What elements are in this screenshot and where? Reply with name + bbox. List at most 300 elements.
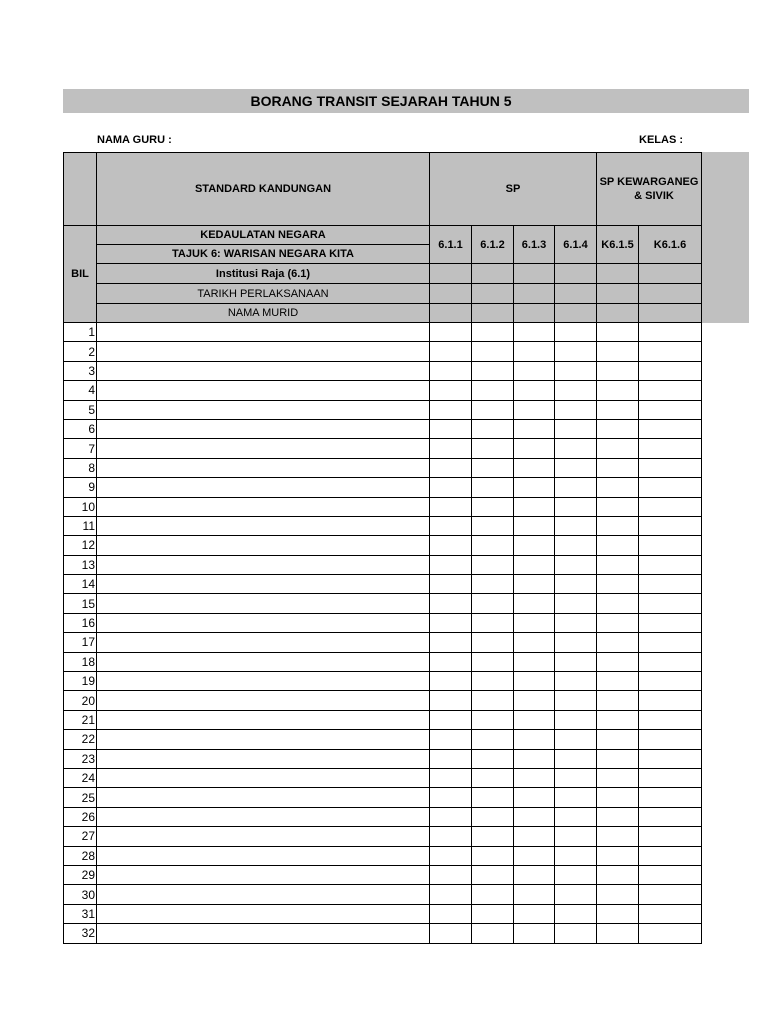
mark-cell[interactable]	[514, 575, 555, 594]
mark-cell[interactable]	[430, 633, 472, 652]
mark-cell[interactable]	[639, 323, 702, 342]
mark-cell[interactable]	[597, 807, 639, 826]
mark-cell[interactable]	[639, 516, 702, 535]
mark-cell[interactable]	[555, 924, 597, 943]
mark-cell[interactable]	[639, 613, 702, 632]
mark-cell[interactable]	[639, 419, 702, 438]
mark-cell[interactable]	[472, 924, 514, 943]
mark-cell[interactable]	[430, 865, 472, 884]
sp-code-612: 6.1.2	[472, 226, 514, 264]
row-number: 18	[64, 652, 97, 671]
mark-cell[interactable]	[597, 652, 639, 671]
mark-cell[interactable]	[555, 478, 597, 497]
mark-cell[interactable]	[639, 652, 702, 671]
mark-cell[interactable]	[597, 788, 639, 807]
student-name-cell[interactable]	[97, 613, 430, 632]
mark-cell[interactable]	[472, 652, 514, 671]
header-cell	[597, 264, 639, 284]
student-name-cell[interactable]	[97, 807, 430, 826]
sp-kewarganegaraan-line1: SP KEWARGANEG	[599, 176, 699, 188]
row-number: 2	[64, 342, 97, 361]
mark-cell[interactable]	[472, 594, 514, 613]
mark-cell[interactable]	[514, 323, 555, 342]
header-grey-extension	[700, 152, 749, 323]
mark-cell[interactable]	[639, 768, 702, 787]
table-row	[64, 691, 702, 710]
mark-cell[interactable]	[555, 342, 597, 361]
table-row	[64, 478, 702, 497]
tarikh-cell[interactable]	[514, 284, 555, 304]
mark-cell[interactable]	[555, 613, 597, 632]
row-number: 9	[64, 478, 97, 497]
mark-cell[interactable]	[472, 419, 514, 438]
mark-cell[interactable]	[430, 846, 472, 865]
mark-cell[interactable]	[514, 710, 555, 729]
mark-cell[interactable]	[639, 458, 702, 477]
sp-code-614: 6.1.4	[555, 226, 597, 264]
mark-cell[interactable]	[597, 846, 639, 865]
mark-cell[interactable]	[555, 323, 597, 342]
table-row	[64, 768, 702, 787]
mark-cell[interactable]	[514, 555, 555, 574]
mark-cell[interactable]	[597, 361, 639, 380]
row-number: 26	[64, 807, 97, 826]
mark-cell[interactable]	[555, 516, 597, 535]
mark-cell[interactable]	[430, 768, 472, 787]
mark-cell[interactable]	[472, 710, 514, 729]
table-row	[64, 672, 702, 691]
mark-cell[interactable]	[639, 924, 702, 943]
mark-cell[interactable]	[514, 885, 555, 904]
mark-cell[interactable]	[597, 865, 639, 884]
row-number: 11	[64, 516, 97, 535]
mark-cell[interactable]	[430, 419, 472, 438]
table-row	[64, 827, 702, 846]
student-name-cell[interactable]	[97, 575, 430, 594]
table-row	[64, 497, 702, 516]
mark-cell[interactable]	[430, 613, 472, 632]
tajuk-header: TAJUK 6: WARISAN NEGARA KITA	[97, 245, 430, 264]
row-number: 25	[64, 788, 97, 807]
mark-cell[interactable]	[597, 342, 639, 361]
tarikh-cell[interactable]	[639, 284, 702, 304]
mark-cell[interactable]	[597, 749, 639, 768]
student-name-cell[interactable]	[97, 361, 430, 380]
student-name-cell[interactable]	[97, 768, 430, 787]
sp-code-k615: K6.1.5	[597, 226, 639, 264]
mark-cell[interactable]	[597, 419, 639, 438]
mark-cell[interactable]	[472, 400, 514, 419]
mark-cell[interactable]	[472, 381, 514, 400]
mark-cell[interactable]	[639, 807, 702, 826]
table-row	[64, 536, 702, 555]
mark-cell[interactable]	[555, 788, 597, 807]
mark-cell[interactable]	[555, 904, 597, 923]
mark-cell[interactable]	[472, 749, 514, 768]
mark-cell[interactable]	[597, 439, 639, 458]
mark-cell[interactable]	[639, 885, 702, 904]
mark-cell[interactable]	[514, 730, 555, 749]
transit-form-table	[63, 152, 702, 944]
header-cell	[639, 304, 702, 323]
table-row	[64, 342, 702, 361]
mark-cell[interactable]	[555, 885, 597, 904]
mark-cell[interactable]	[639, 672, 702, 691]
mark-cell[interactable]	[555, 691, 597, 710]
table-row	[64, 710, 702, 729]
mark-cell[interactable]	[555, 846, 597, 865]
mark-cell[interactable]	[597, 400, 639, 419]
mark-cell[interactable]	[597, 768, 639, 787]
mark-cell[interactable]	[472, 575, 514, 594]
sp-header: SP	[430, 153, 597, 226]
student-name-cell[interactable]	[97, 536, 430, 555]
mark-cell[interactable]	[514, 400, 555, 419]
table-row	[64, 516, 702, 535]
mark-cell[interactable]	[514, 768, 555, 787]
row-number: 28	[64, 846, 97, 865]
row-number: 30	[64, 885, 97, 904]
tarikh-cell[interactable]	[430, 284, 472, 304]
mark-cell[interactable]	[472, 555, 514, 574]
mark-cell[interactable]	[639, 361, 702, 380]
tarikh-cell[interactable]	[597, 284, 639, 304]
mark-cell[interactable]	[472, 788, 514, 807]
student-name-cell[interactable]	[97, 865, 430, 884]
row-number: 14	[64, 575, 97, 594]
mark-cell[interactable]	[639, 730, 702, 749]
mark-cell[interactable]	[555, 555, 597, 574]
mark-cell[interactable]	[430, 497, 472, 516]
table-row	[64, 904, 702, 923]
mark-cell[interactable]	[597, 691, 639, 710]
student-name-cell[interactable]	[97, 846, 430, 865]
kelas-label: KELAS :	[639, 134, 683, 146]
mark-cell[interactable]	[597, 516, 639, 535]
mark-cell[interactable]	[597, 710, 639, 729]
student-name-cell[interactable]	[97, 691, 430, 710]
mark-cell[interactable]	[472, 497, 514, 516]
mark-cell[interactable]	[514, 672, 555, 691]
mark-cell[interactable]	[514, 865, 555, 884]
mark-cell[interactable]	[430, 400, 472, 419]
mark-cell[interactable]	[555, 652, 597, 671]
mark-cell[interactable]	[639, 555, 702, 574]
mark-cell[interactable]	[555, 575, 597, 594]
mark-cell[interactable]	[639, 691, 702, 710]
mark-cell[interactable]	[514, 904, 555, 923]
mark-cell[interactable]	[514, 633, 555, 652]
mark-cell[interactable]	[430, 381, 472, 400]
header-cell	[597, 304, 639, 323]
mark-cell[interactable]	[555, 458, 597, 477]
mark-cell[interactable]	[597, 672, 639, 691]
mark-cell[interactable]	[430, 730, 472, 749]
mark-cell[interactable]	[472, 691, 514, 710]
mark-cell[interactable]	[639, 846, 702, 865]
mark-cell[interactable]	[430, 749, 472, 768]
mark-cell[interactable]	[639, 865, 702, 884]
mark-cell[interactable]	[597, 633, 639, 652]
mark-cell[interactable]	[472, 633, 514, 652]
student-name-cell[interactable]	[97, 652, 430, 671]
student-name-cell[interactable]	[97, 478, 430, 497]
student-name-cell[interactable]	[97, 400, 430, 419]
mark-cell[interactable]	[472, 439, 514, 458]
student-name-cell[interactable]	[97, 730, 430, 749]
kedaulatan-header: KEDAULATAN NEGARA	[97, 226, 430, 245]
mark-cell[interactable]	[555, 768, 597, 787]
mark-cell[interactable]	[472, 536, 514, 555]
student-name-cell[interactable]	[97, 555, 430, 574]
mark-cell[interactable]	[430, 594, 472, 613]
mark-cell[interactable]	[639, 710, 702, 729]
student-name-cell[interactable]	[97, 342, 430, 361]
row-number: 5	[64, 400, 97, 419]
tarikh-cell[interactable]	[472, 284, 514, 304]
mark-cell[interactable]	[639, 788, 702, 807]
mark-cell[interactable]	[639, 342, 702, 361]
student-name-cell[interactable]	[97, 672, 430, 691]
student-name-cell[interactable]	[97, 904, 430, 923]
mark-cell[interactable]	[430, 439, 472, 458]
mark-cell[interactable]	[472, 342, 514, 361]
mark-cell[interactable]	[555, 749, 597, 768]
mark-cell[interactable]	[555, 827, 597, 846]
student-name-cell[interactable]	[97, 419, 430, 438]
mark-cell[interactable]	[514, 516, 555, 535]
mark-cell[interactable]	[555, 439, 597, 458]
mark-cell[interactable]	[430, 342, 472, 361]
student-name-cell[interactable]	[97, 633, 430, 652]
mark-cell[interactable]	[514, 594, 555, 613]
student-name-cell[interactable]	[97, 439, 430, 458]
mark-cell[interactable]	[472, 827, 514, 846]
mark-cell[interactable]	[472, 846, 514, 865]
table-row	[64, 846, 702, 865]
mark-cell[interactable]	[514, 652, 555, 671]
row-number: 27	[64, 827, 97, 846]
mark-cell[interactable]	[430, 807, 472, 826]
mark-cell[interactable]	[639, 594, 702, 613]
mark-cell[interactable]	[472, 478, 514, 497]
row-number: 13	[64, 555, 97, 574]
header-cell	[514, 304, 555, 323]
row-number: 3	[64, 361, 97, 380]
mark-cell[interactable]	[639, 904, 702, 923]
mark-cell[interactable]	[472, 730, 514, 749]
mark-cell[interactable]	[555, 865, 597, 884]
mark-cell[interactable]	[597, 904, 639, 923]
mark-cell[interactable]	[555, 419, 597, 438]
header-cell	[430, 304, 472, 323]
mark-cell[interactable]	[472, 904, 514, 923]
mark-cell[interactable]	[430, 536, 472, 555]
mark-cell[interactable]	[639, 749, 702, 768]
mark-cell[interactable]	[430, 323, 472, 342]
mark-cell[interactable]	[472, 807, 514, 826]
student-name-cell[interactable]	[97, 458, 430, 477]
mark-cell[interactable]	[597, 885, 639, 904]
mark-cell[interactable]	[514, 439, 555, 458]
mark-cell[interactable]	[597, 497, 639, 516]
mark-cell[interactable]	[514, 788, 555, 807]
mark-cell[interactable]	[555, 807, 597, 826]
mark-cell[interactable]	[514, 381, 555, 400]
mark-cell[interactable]	[555, 633, 597, 652]
mark-cell[interactable]	[597, 730, 639, 749]
student-name-cell[interactable]	[97, 497, 430, 516]
row-number: 23	[64, 749, 97, 768]
row-number: 24	[64, 768, 97, 787]
row-number: 7	[64, 439, 97, 458]
row-number: 29	[64, 865, 97, 884]
mark-cell[interactable]	[597, 827, 639, 846]
mark-cell[interactable]	[597, 478, 639, 497]
mark-cell[interactable]	[514, 458, 555, 477]
mark-cell[interactable]	[430, 885, 472, 904]
student-name-cell[interactable]	[97, 788, 430, 807]
mark-cell[interactable]	[639, 575, 702, 594]
mark-cell[interactable]	[597, 594, 639, 613]
mark-cell[interactable]	[430, 904, 472, 923]
mark-cell[interactable]	[514, 342, 555, 361]
nama-murid-header: NAMA MURID	[97, 304, 430, 323]
mark-cell[interactable]	[430, 361, 472, 380]
student-name-cell[interactable]	[97, 381, 430, 400]
student-name-cell[interactable]	[97, 323, 430, 342]
mark-cell[interactable]	[555, 536, 597, 555]
mark-cell[interactable]	[597, 924, 639, 943]
row-number: 31	[64, 904, 97, 923]
mark-cell[interactable]	[639, 497, 702, 516]
mark-cell[interactable]	[430, 924, 472, 943]
row-number: 8	[64, 458, 97, 477]
mark-cell[interactable]	[597, 555, 639, 574]
tarikh-cell[interactable]	[555, 284, 597, 304]
mark-cell[interactable]	[514, 497, 555, 516]
standard-kandungan-header: STANDARD KANDUNGAN	[97, 153, 430, 226]
mark-cell[interactable]	[514, 924, 555, 943]
mark-cell[interactable]	[430, 691, 472, 710]
mark-cell[interactable]	[430, 516, 472, 535]
table-row	[64, 575, 702, 594]
mark-cell[interactable]	[472, 672, 514, 691]
mark-cell[interactable]	[597, 536, 639, 555]
mark-cell[interactable]	[430, 555, 472, 574]
mark-cell[interactable]	[430, 575, 472, 594]
student-name-cell[interactable]	[97, 924, 430, 943]
mark-cell[interactable]	[472, 865, 514, 884]
mark-cell[interactable]	[514, 613, 555, 632]
form-title: BORANG TRANSIT SEJARAH TAHUN 5	[250, 93, 512, 109]
mark-cell[interactable]	[514, 846, 555, 865]
mark-cell[interactable]	[514, 361, 555, 380]
mark-cell[interactable]	[430, 788, 472, 807]
student-name-cell[interactable]	[97, 827, 430, 846]
mark-cell[interactable]	[639, 536, 702, 555]
mark-cell[interactable]	[555, 594, 597, 613]
table-row	[64, 924, 702, 943]
student-name-cell[interactable]	[97, 749, 430, 768]
row-number: 4	[64, 381, 97, 400]
mark-cell[interactable]	[514, 691, 555, 710]
mark-cell[interactable]	[430, 710, 472, 729]
student-name-cell[interactable]	[97, 516, 430, 535]
mark-cell[interactable]	[472, 885, 514, 904]
mark-cell[interactable]	[597, 575, 639, 594]
mark-cell[interactable]	[555, 710, 597, 729]
table-row	[64, 439, 702, 458]
mark-cell[interactable]	[597, 381, 639, 400]
mark-cell[interactable]	[639, 381, 702, 400]
row-number: 32	[64, 924, 97, 943]
mark-cell[interactable]	[555, 400, 597, 419]
mark-cell[interactable]	[639, 478, 702, 497]
mark-cell[interactable]	[514, 419, 555, 438]
mark-cell[interactable]	[639, 439, 702, 458]
mark-cell[interactable]	[514, 807, 555, 826]
mark-cell[interactable]	[597, 323, 639, 342]
row-number: 12	[64, 536, 97, 555]
table-row	[64, 458, 702, 477]
mark-cell[interactable]	[555, 381, 597, 400]
mark-cell[interactable]	[430, 478, 472, 497]
table-row	[64, 594, 702, 613]
mark-cell[interactable]	[472, 613, 514, 632]
student-name-cell[interactable]	[97, 594, 430, 613]
mark-cell[interactable]	[555, 361, 597, 380]
table-row	[64, 381, 702, 400]
header-cell	[639, 264, 702, 284]
mark-cell[interactable]	[597, 458, 639, 477]
mark-cell[interactable]	[472, 361, 514, 380]
mark-cell[interactable]	[555, 672, 597, 691]
table-row	[64, 807, 702, 826]
student-name-cell[interactable]	[97, 885, 430, 904]
table-row	[64, 652, 702, 671]
mark-cell[interactable]	[472, 323, 514, 342]
table-row	[64, 419, 702, 438]
sp-kewarganegaraan-header	[597, 153, 702, 226]
table-row	[64, 885, 702, 904]
bil-header: BIL	[64, 226, 97, 323]
mark-cell[interactable]	[430, 458, 472, 477]
mark-cell[interactable]	[472, 516, 514, 535]
row-number: 22	[64, 730, 97, 749]
mark-cell[interactable]	[430, 672, 472, 691]
mark-cell[interactable]	[472, 458, 514, 477]
mark-cell[interactable]	[555, 730, 597, 749]
mark-cell[interactable]	[555, 497, 597, 516]
mark-cell[interactable]	[514, 827, 555, 846]
mark-cell[interactable]	[430, 652, 472, 671]
header-corner-cell	[64, 153, 97, 226]
mark-cell[interactable]	[597, 613, 639, 632]
mark-cell[interactable]	[514, 536, 555, 555]
table-row	[64, 749, 702, 768]
mark-cell[interactable]	[639, 827, 702, 846]
mark-cell[interactable]	[514, 749, 555, 768]
mark-cell[interactable]	[472, 768, 514, 787]
mark-cell[interactable]	[639, 633, 702, 652]
mark-cell[interactable]	[430, 827, 472, 846]
mark-cell[interactable]	[639, 400, 702, 419]
student-name-cell[interactable]	[97, 710, 430, 729]
row-number: 16	[64, 613, 97, 632]
mark-cell[interactable]	[514, 478, 555, 497]
row-number: 17	[64, 633, 97, 652]
